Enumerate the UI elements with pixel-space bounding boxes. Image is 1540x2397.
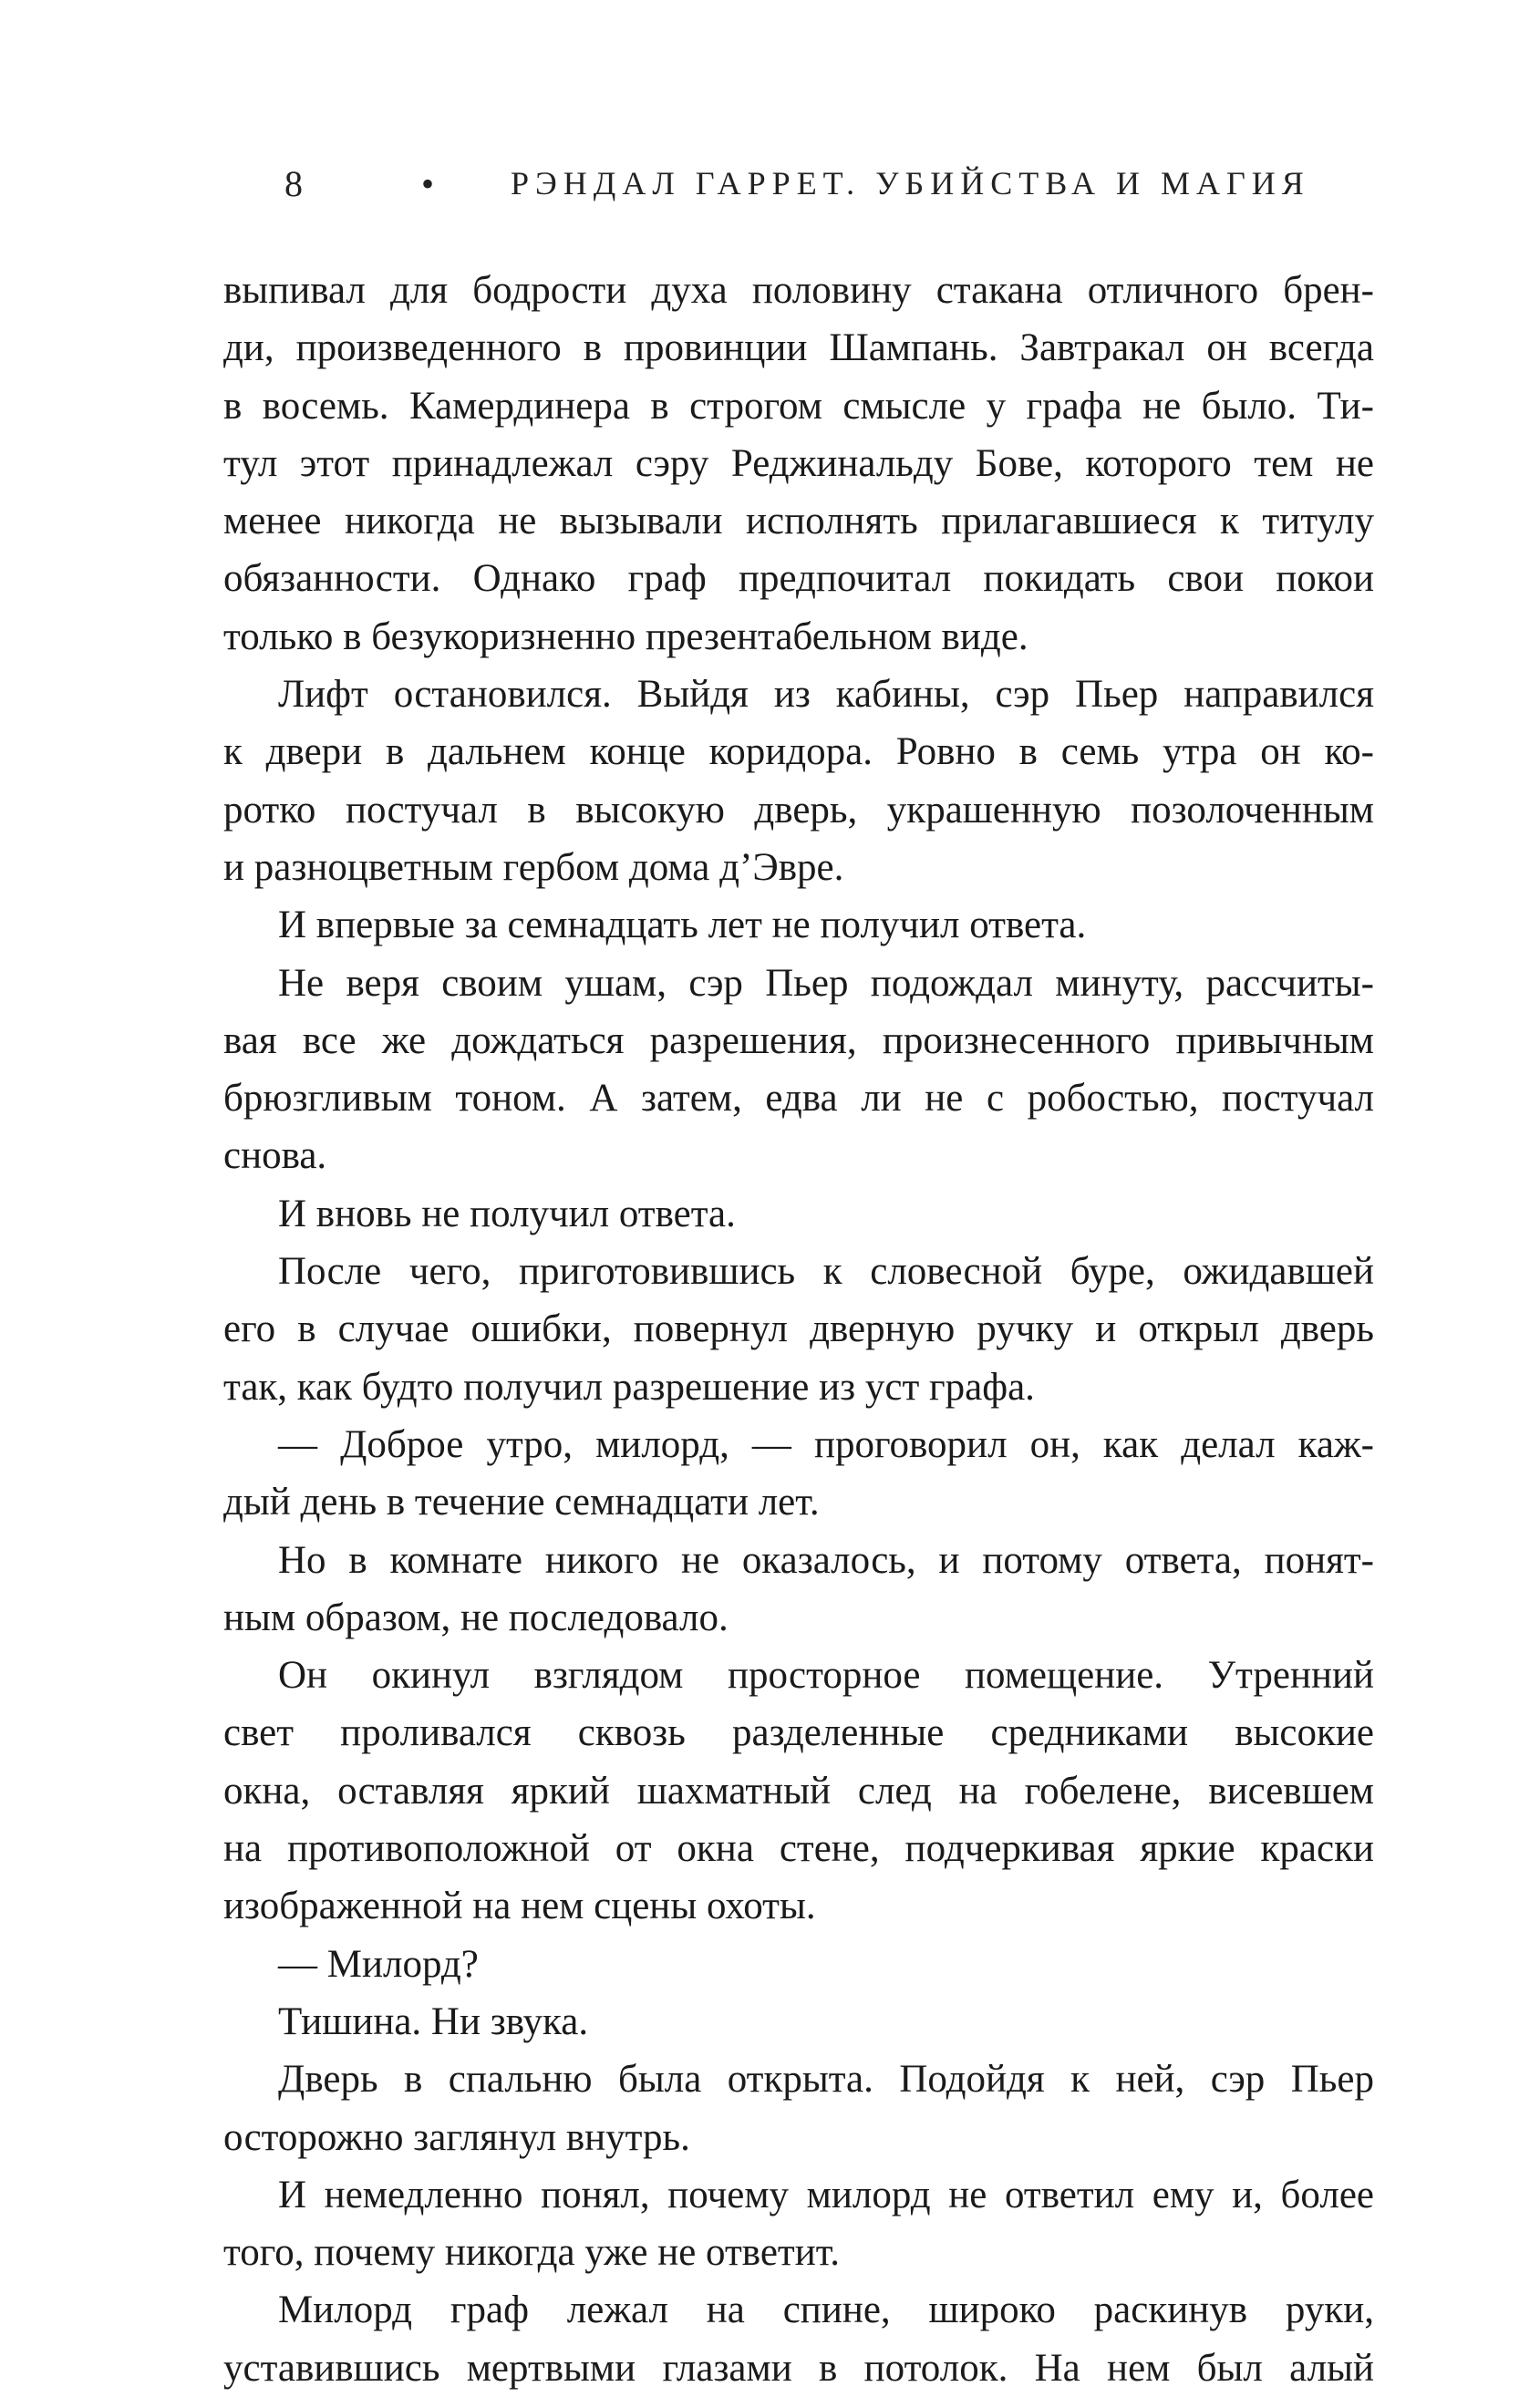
text-line: И немедленно понял, почему милорд не ответил ему и, более: [278, 2173, 1374, 2216]
running-title: РЭНДАЛ ГАРРЕТ. УБИЙСТВА И МАГИЯ: [511, 165, 1310, 201]
text-line: свет проливался сквозь разделенные средниками высокие: [223, 1711, 1374, 1755]
text-line: — Милорд?: [278, 1942, 479, 1986]
text-line: брюзгливым тоном. А затем, едва ли не с робостью, постучал: [223, 1077, 1374, 1121]
text-line: Лифт остановился. Выйдя из кабины, сэр Пьер направился: [278, 673, 1374, 717]
body-text: [223, 262, 1374, 2397]
text-line: Но в комнате никого не оказалось, и потому ответа, понят-: [278, 1538, 1374, 1582]
text-line: вая все же дождаться разрешения, произнесенного привычным: [223, 1018, 1374, 1062]
text-line: так, как будто получил разрешение из уст графа.: [223, 1365, 1035, 1409]
text-line: тул этот принадлежал сэру Реджинальду Бове, которого тем не: [223, 441, 1374, 485]
text-line: Дверь в спальню была открыта. Подойдя к ней, сэр Пьер: [278, 2058, 1374, 2102]
text-line: После чего, приготовившись к словесной буре, ожидавшей: [278, 1250, 1374, 1294]
text-line: к двери в дальнем конце коридора. Ровно в семь утра он ко-: [223, 730, 1374, 774]
text-line: дый день в течение семнадцати лет.: [223, 1481, 820, 1524]
header-separator: •: [421, 163, 435, 204]
text-line: ным образом, не последовало.: [223, 1596, 729, 1639]
text-line: обязанности. Однако граф предпочитал покидать свои покои: [223, 557, 1374, 601]
text-line: Тишина. Ни звука.: [278, 1999, 589, 2043]
text-line: уставившись мертвыми глазами в потолок. На нем был алый: [223, 2346, 1374, 2390]
text-line: окна, оставляя яркий шахматный след на гобелене, висевшем: [223, 1769, 1374, 1813]
text-line: И впервые за семнадцать лет не получил ответа.: [278, 904, 1087, 947]
text-line: Он окинул взглядом просторное помещение. Утренний: [278, 1654, 1374, 1698]
text-line: на противоположной от окна стене, подчеркивая яркие краски: [223, 1827, 1374, 1871]
text-line: осторожно заглянул внутрь.: [223, 2115, 690, 2159]
text-line: Не веря своим ушам, сэр Пьер подождал минуту, рассчиты-: [278, 961, 1374, 1005]
page-header: [274, 162, 1331, 217]
text-line: только в безукоризненно презентабельном виде.: [223, 615, 1028, 658]
text-line: того, почему никогда уже не ответит.: [223, 2231, 841, 2275]
text-line: Милорд граф лежал на спине, широко раскинув руки,: [278, 2289, 1374, 2332]
text-line: — Доброе утро, милорд, — проговорил он, как делал каж-: [278, 1422, 1374, 1466]
text-line: И вновь не получил ответа.: [278, 1192, 736, 1235]
text-line: ротко постучал в высокую дверь, украшенную позолоченным: [223, 788, 1374, 832]
text-line: ди, произведенного в провинции Шампань. Завтракал он всегда: [223, 326, 1374, 370]
text-line: выпивал для бодрости духа половину стакана отличного брен-: [223, 269, 1374, 312]
text-line: менее никогда не вызывали исполнять прилагавшиеся к титулу: [223, 500, 1374, 543]
text-line: снова.: [223, 1134, 327, 1178]
text-line: и разноцветным гербом дома д’Эвре.: [223, 845, 844, 889]
text-line: в восемь. Камердинера в строгом смысле у графа не было. Ти-: [223, 384, 1374, 428]
text-line: его в случае ошибки, повернул дверную ручку и открыл дверь: [223, 1307, 1374, 1351]
text-line: изображенной на нем сцены охоты.: [223, 1885, 816, 1928]
page-number: 8: [284, 163, 303, 204]
